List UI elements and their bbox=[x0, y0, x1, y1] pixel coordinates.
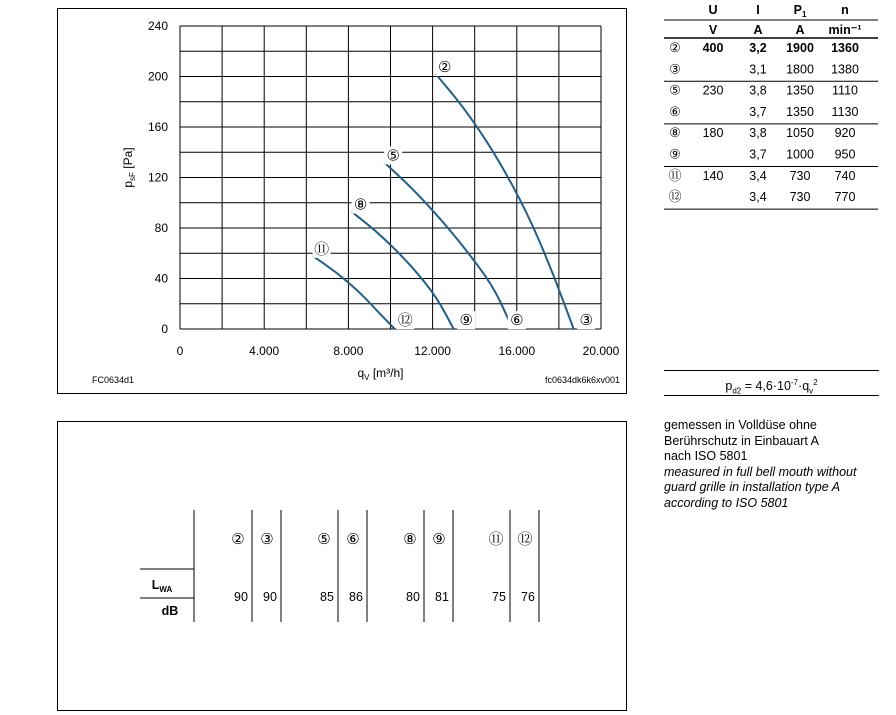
x-tick-label: 0 bbox=[176, 344, 184, 358]
noise-value: 81 bbox=[435, 590, 449, 604]
curve-line bbox=[313, 256, 395, 329]
y-tick-label: 80 bbox=[154, 221, 168, 235]
spec-cell-p: 1350 bbox=[786, 83, 814, 98]
y-tick-label: 240 bbox=[147, 19, 168, 33]
spec-cell-i: 3,8 bbox=[749, 126, 767, 141]
formula-sub2: v bbox=[809, 386, 814, 396]
curve-label: ⑪ bbox=[314, 240, 330, 258]
noise-col-id: ③ bbox=[260, 531, 274, 548]
spec-header: n bbox=[841, 3, 849, 17]
spec-cell-n: 1380 bbox=[831, 62, 859, 77]
spec-row-id: ⑧ bbox=[669, 125, 681, 141]
spec-row-id: ⑫ bbox=[668, 189, 682, 205]
spec-cell-n: 740 bbox=[834, 168, 856, 183]
y-tick-label: 40 bbox=[154, 271, 168, 286]
x-tick-label: 4.000 bbox=[249, 344, 280, 358]
noise-col-id: ⑪ bbox=[488, 531, 504, 548]
chart-code-left: FC0634d1 bbox=[92, 375, 135, 385]
curve-label: ③ bbox=[579, 312, 593, 330]
noise-col-id: ⑨ bbox=[432, 531, 446, 548]
formula-exp2: 2 bbox=[813, 378, 818, 387]
spec-table bbox=[660, 0, 890, 220]
x-tick-label: 12.000 bbox=[414, 344, 451, 358]
noise-value: 80 bbox=[406, 590, 420, 604]
spec-unit: V bbox=[708, 23, 718, 37]
spec-row-id: ⑥ bbox=[669, 103, 681, 119]
curve-label: ⑫ bbox=[397, 312, 413, 330]
noise-value: 75 bbox=[492, 590, 506, 604]
spec-cell-n: 950 bbox=[834, 147, 856, 162]
spec-cell-n: 1360 bbox=[831, 41, 859, 55]
spec-header: U bbox=[708, 3, 718, 17]
x-tick-label: 8.000 bbox=[333, 344, 364, 358]
pressure-formula bbox=[664, 370, 879, 396]
spec-cell-n: 1130 bbox=[831, 104, 859, 119]
spec-cell-n: 770 bbox=[834, 190, 856, 205]
note-en-line-1: measured in full bell mouth without bbox=[664, 464, 857, 479]
curve-label: ⑥ bbox=[510, 312, 524, 330]
noise-col-id: ⑤ bbox=[317, 531, 331, 548]
spec-cell-u: 140 bbox=[702, 168, 724, 183]
note-de-line-1: gemessen in Volldüse ohne bbox=[664, 418, 817, 432]
curve-label: ⑧ bbox=[353, 196, 368, 214]
spec-cell-n: 920 bbox=[834, 126, 856, 141]
note-de-line-2: Berührschutz in Einbauart A bbox=[664, 433, 819, 448]
formula-sub1: d2 bbox=[732, 386, 742, 396]
noise-table bbox=[58, 422, 626, 710]
spec-cell-u: 180 bbox=[702, 126, 724, 141]
spec-row-id: ⑨ bbox=[669, 146, 681, 162]
noise-value: 85 bbox=[320, 590, 334, 604]
formula-mid: = 4,6·10 bbox=[741, 379, 791, 394]
x-axis-label: $q_V$ [m³/h] bbox=[357, 366, 404, 382]
spec-header: $P_1$ bbox=[793, 3, 807, 19]
spec-cell-u: 400 bbox=[702, 41, 724, 55]
spec-cell-i: 3,7 bbox=[749, 147, 767, 162]
spec-cell-p: 1900 bbox=[786, 41, 814, 55]
spec-cell-n: 1110 bbox=[832, 83, 858, 98]
spec-cell-i: 3,4 bbox=[749, 190, 767, 205]
measurement-note bbox=[664, 418, 894, 511]
x-tick-label: 16.000 bbox=[498, 344, 536, 358]
y-tick-label: 160 bbox=[147, 120, 168, 134]
spec-cell-i: 3,1 bbox=[749, 62, 767, 77]
curve-line bbox=[436, 74, 574, 329]
y-tick-label: 0 bbox=[161, 322, 168, 336]
spec-row-id: ② bbox=[669, 40, 681, 55]
spec-header: I bbox=[756, 3, 760, 17]
curve-label: ⑨ bbox=[459, 312, 474, 330]
fan-curve-chart bbox=[57, 8, 627, 394]
noise-value: 90 bbox=[263, 590, 277, 604]
chart-svg bbox=[58, 9, 626, 393]
y-tick-label: 200 bbox=[147, 69, 168, 84]
noise-value: 90 bbox=[234, 590, 248, 604]
spec-cell-i: 3,8 bbox=[749, 83, 767, 98]
spec-row-id: ③ bbox=[669, 61, 681, 77]
spec-cell-p: 730 bbox=[789, 190, 811, 205]
curve-label: ② bbox=[438, 58, 452, 76]
spec-unit: min⁻¹ bbox=[828, 23, 862, 37]
spec-cell-p: 1050 bbox=[786, 126, 814, 141]
y-axis-label: $p_{sF}$ [Pa] bbox=[121, 147, 137, 188]
noise-col-id: ⑥ bbox=[346, 531, 360, 548]
noise-row-label: $L_{WA}$ bbox=[151, 578, 173, 594]
spec-unit: A bbox=[753, 23, 763, 37]
note-de-line-3: nach ISO 5801 bbox=[664, 449, 748, 463]
spec-cell-p: 1350 bbox=[786, 104, 814, 119]
note-en-line-3: according to ISO 5801 bbox=[664, 495, 789, 510]
spec-cell-i: 3,4 bbox=[749, 168, 767, 183]
formula-mid2: ·q bbox=[798, 379, 810, 394]
formula-exp: -7 bbox=[790, 378, 799, 387]
spec-cell-p: 730 bbox=[789, 168, 811, 183]
noise-panel bbox=[57, 421, 627, 711]
noise-value: 76 bbox=[521, 590, 535, 604]
formula-p: p bbox=[725, 379, 733, 394]
chart-code-right: fc0634dk6k6xv001 bbox=[544, 375, 620, 385]
curve-label: ⑤ bbox=[386, 147, 400, 165]
spec-cell-p: 1800 bbox=[786, 62, 814, 77]
x-tick-label: 20.000 bbox=[582, 344, 620, 358]
spec-row-id: ⑤ bbox=[669, 82, 681, 98]
note-en-line-2: guard grille in installation type A bbox=[664, 480, 841, 494]
noise-value: 86 bbox=[349, 590, 363, 604]
spec-cell-i: 3,2 bbox=[749, 41, 767, 55]
noise-col-id: ⑫ bbox=[517, 531, 533, 548]
spec-unit: A bbox=[795, 23, 805, 37]
noise-unit-label: dB bbox=[161, 604, 179, 618]
noise-col-id: ⑧ bbox=[403, 531, 417, 548]
y-tick-label: 120 bbox=[147, 170, 168, 185]
spec-cell-u: 230 bbox=[702, 83, 724, 98]
spec-cell-i: 3,7 bbox=[749, 104, 767, 119]
spec-row-id: ⑪ bbox=[668, 167, 682, 183]
spec-cell-p: 1000 bbox=[786, 147, 814, 162]
noise-col-id: ② bbox=[231, 531, 245, 548]
